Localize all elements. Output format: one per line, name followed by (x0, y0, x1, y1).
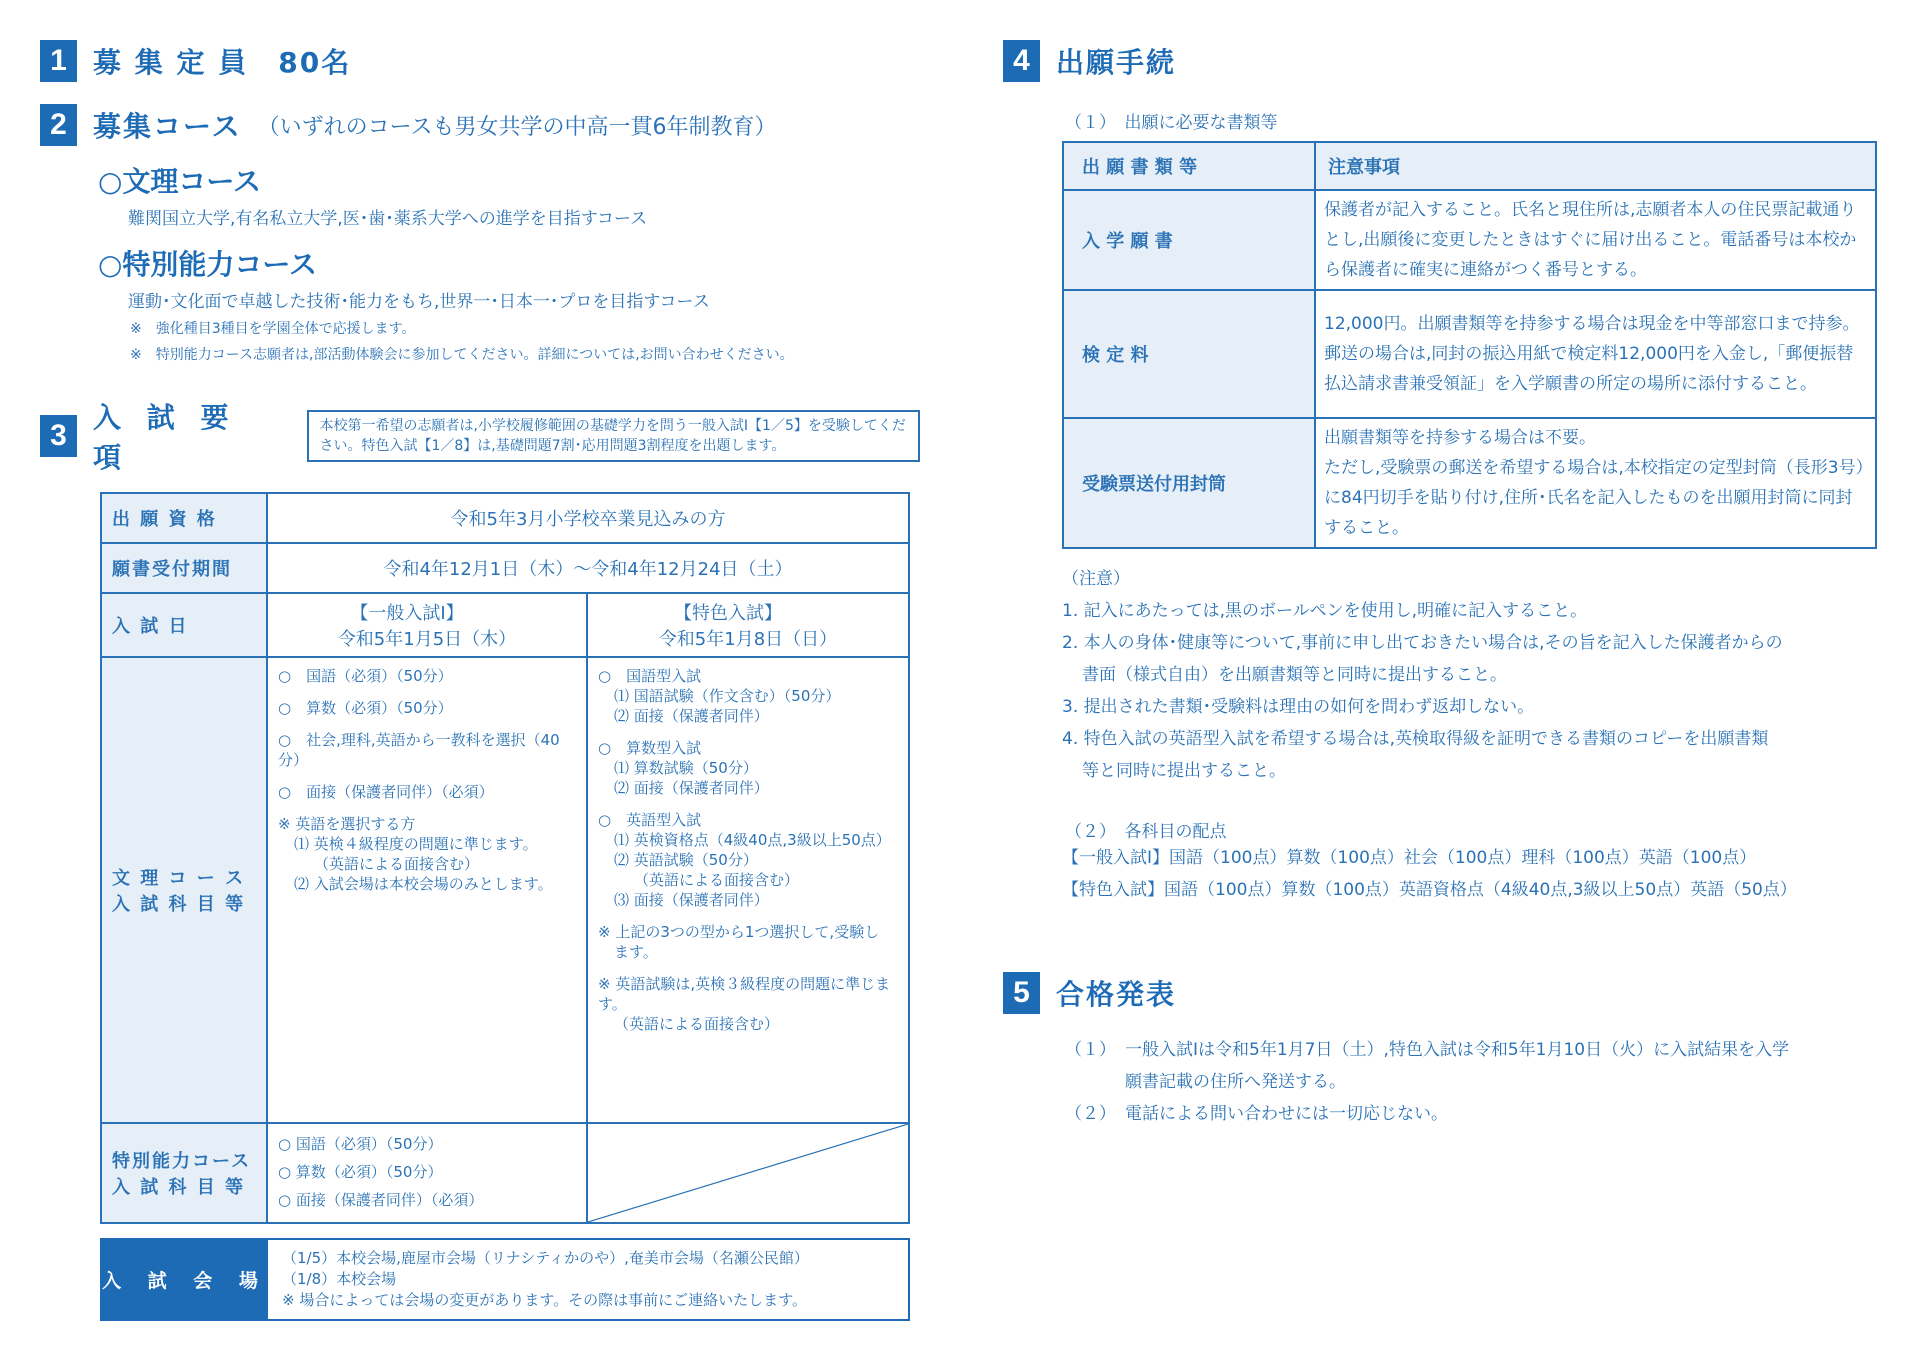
list-item: ○ 面接（保護者同伴）（必須） (278, 783, 494, 801)
note-item-cont: 書面（様式自由）を出願書類等と同時に提出すること。 (1082, 665, 1507, 685)
doc-name: 入 学 願 書 (1063, 190, 1315, 290)
list-item: ○ 算数（必須）（50分） (278, 699, 453, 717)
list-item: ※ 英語を選択する方 (278, 815, 416, 833)
course-name: ○文理コース (98, 165, 262, 198)
subheading: （１） 出願に必要な書類等 (1065, 113, 1278, 133)
doc-name: 受験票送付用封筒 (1063, 418, 1315, 548)
section-number: 5 (1003, 972, 1040, 1014)
section-title: 募集コース (93, 110, 242, 143)
list-item: ○ 面接（保護者同伴）（必須） (278, 1191, 484, 1209)
venue-line: （1/8）本校会場 (282, 1270, 397, 1288)
right-column (1003, 40, 1883, 1130)
special-date-cell (587, 593, 909, 657)
notice-box: 本校第一希望の志願者は,小学校履修範囲の基礎学力を問う一般入試Ⅰ【1／5】を受験してください。特色入試【1／8】は,基礎問題7割･応用問題3割程度を出題します。 (307, 410, 920, 462)
section-number: 4 (1003, 40, 1040, 82)
list-item: ○ 算数型入試 (598, 739, 702, 757)
list-item: ○ 英語型入試 (598, 811, 702, 829)
general-date: 令和5年1月5日（木） (337, 629, 517, 650)
section-3-header (40, 396, 920, 476)
list-item: ⑴ 算数試験（50分） (614, 759, 758, 777)
section-number: 2 (40, 104, 77, 146)
section-title: 出願手続 (1056, 46, 1177, 79)
result-item (1065, 1034, 1883, 1066)
result-item-label: （１） (1065, 1040, 1116, 1060)
section-number: 3 (40, 415, 77, 457)
result-item (1065, 1098, 1883, 1130)
tokubetsu-subjects (267, 1123, 587, 1223)
doc-note: 12,000円。出願書類等を持参する場合は現金を中等部窓口まで持参。郵送の場合は,同封の振込用紙で検定料12,000円を入金し,「郵便振替払込請求書兼受領証」を入学願書の所定の場所に添付すること。 (1315, 290, 1876, 418)
doc-name: 検 定 料 (1063, 290, 1315, 418)
notes-block (1062, 563, 1883, 787)
list-item: ○ 国語（必須）（50分） (278, 1135, 443, 1153)
list-item: ○ 国語（必須）（50分） (278, 667, 453, 685)
list-item: ※ 英語試験は,英検３級程度の問題に準じます。 (598, 975, 891, 1013)
list-item: （英語による面接含む） (634, 871, 800, 889)
note-item: 1. 記入にあたっては,黒のボールペンを使用し,明確に記入すること。 (1062, 601, 1588, 621)
list-item: ○ 算数（必須）（50分） (278, 1163, 443, 1181)
course-desc: 運動･文化面で卓越した技術･能力をもち,世界一･日本一･プロを目指すコース (128, 292, 710, 312)
list-item: ⑶ 面接（保護者同伴） (614, 891, 769, 909)
result-item-text: 願書記載の住所へ発送する。 (1125, 1072, 1346, 1092)
list-item: ※ 上記の3つの型から1つ選択して,受験し (598, 923, 880, 941)
section-title: 募 集 定 員 80名 (93, 46, 352, 79)
score-general: 【一般入試Ⅰ】国語（100点）算数（100点）社会（100点）理科（100点）英語（100点） (1062, 848, 1757, 868)
eligibility-label: 出 願 資 格 (101, 493, 267, 543)
empty-diagonal-cell (587, 1123, 909, 1223)
venue-line: ※ 場合によっては会場の変更があります。その際は事前にご連絡いたします。 (282, 1291, 807, 1309)
tokubetsu-label: 特別能力コース 入 試 科 目 等 (101, 1123, 267, 1223)
exam-table (100, 492, 910, 1224)
venue-line: （1/5）本校会場,鹿屋市会場（リナシティかのや）,奄美市会場（名瀬公民館） (282, 1249, 809, 1267)
subheading: （２） 各科目の配点 (1065, 822, 1227, 842)
note-item-cont: 等と同時に提出すること。 (1082, 761, 1286, 781)
doc-note: 出願書類等を持参する場合は不要。 ただし,受験票の郵送を希望する場合は,本校指定の定型封筒（長形3号）に84円切手を貼り付け,住所･氏名を記入したものを出願用封筒に同封すること。 (1315, 418, 1876, 548)
result-item-cont (1065, 1066, 1883, 1098)
course-desc: 難関国立大学,有名私立大学,医･歯･薬系大学への進学を目指すコース (128, 209, 648, 229)
course-name: ○特別能力コース (98, 248, 318, 281)
section-5-header (1003, 972, 1883, 1014)
list-item: ます。 (614, 943, 658, 961)
venue-box (100, 1238, 910, 1321)
venue-label: 入 試 会 場 (102, 1240, 268, 1319)
diagonal-line (588, 1124, 908, 1222)
special-date: 令和5年1月8日（日） (658, 629, 838, 650)
list-item: ○ 社会,理科,英語から一教科を選択（40分） (278, 731, 560, 769)
section-title: 合格発表 (1056, 978, 1177, 1011)
result-item-label: （２） (1065, 1104, 1116, 1124)
documents-table (1062, 141, 1877, 549)
venue-body (268, 1240, 823, 1319)
bunri-label: 文 理 コ ー ス 入 試 科 目 等 (101, 657, 267, 1123)
section-title: 入 試 要 項 (93, 401, 237, 474)
note-item: 3. 提出された書類･受験料は理由の如何を問わず返却しない。 (1062, 697, 1535, 717)
list-item: ⑴ 国語試験（作文含む）（50分） (614, 687, 841, 705)
list-item: （英語による面接含む） (314, 855, 480, 873)
list-item: ⑵ 入試会場は本校会場のみとします。 (294, 875, 553, 893)
list-item: ⑵ 面接（保護者同伴） (614, 779, 769, 797)
general-subjects (267, 657, 587, 1123)
special-subjects (587, 657, 909, 1123)
section-note: （いずれのコースも男女共学の中高一貫6年制教育） (257, 114, 777, 140)
note-item: 2. 本人の身体･健康等について,事前に申し出ておきたい場合は,その旨を記入した保護者からの (1062, 633, 1783, 653)
score-special: 【特色入試】国語（100点）算数（100点）英語資格点（4級40点,3級以上50点）英語（50点） (1062, 880, 1797, 900)
special-title: 【特色入試】 (674, 603, 782, 624)
list-item: ⑴ 英検資格点（4級40点,3級以上50点） (614, 831, 891, 849)
list-item: ⑵ 面接（保護者同伴） (614, 707, 769, 725)
section-1-header (40, 40, 920, 82)
result-item-text: 電話による問い合わせには一切応じない。 (1125, 1104, 1448, 1124)
list-item: ⑵ 英語試験（50分） (614, 851, 758, 869)
section-number: 1 (40, 40, 77, 82)
course-bunri (40, 160, 920, 229)
list-item: （英語による面接含む） (614, 1015, 780, 1033)
period-value: 令和4年12月1日（木）～令和4年12月24日（土） (267, 543, 909, 593)
period-label: 願書受付期間 (101, 543, 267, 593)
eligibility-value: 令和5年3月小学校卒業見込みの方 (267, 493, 909, 543)
general-title: 【一般入試Ⅰ】 (350, 603, 464, 624)
doc-note: 保護者が記入すること。氏名と現住所は,志願者本人の住民票記載通りとし,出願後に変更したときはすぐに届け出ること。電話番号は本校から保護者に確実に連絡がつく番号とする。 (1315, 190, 1876, 290)
section-2-header (40, 104, 920, 146)
course-note: ※ 特別能力コース志願者は,部活動体験会に参加してください。詳細については,お問い合わせください。 (130, 347, 794, 363)
course-tokubetsu (40, 243, 920, 364)
left-column (40, 40, 920, 1321)
list-item: ⑴ 英検４級程度の問題に準じます。 (294, 835, 538, 853)
column-header: 出 願 書 類 等 (1063, 142, 1315, 190)
section-4-header (1003, 40, 1883, 82)
course-note: ※ 強化種目3種目を学園全体で応援します。 (130, 321, 416, 337)
list-item: ○ 国語型入試 (598, 667, 702, 685)
result-list (1003, 1034, 1883, 1130)
date-label: 入 試 日 (101, 593, 267, 657)
notes-title: （注意） (1062, 569, 1130, 589)
result-item-text: 一般入試Ⅰは令和5年1月7日（土）,特色入試は令和5年1月10日（火）に入試結果を入学 (1125, 1040, 1790, 1060)
column-header: 注意事項 (1315, 142, 1876, 190)
general-date-cell (267, 593, 587, 657)
note-item: 4. 特色入試の英語型入試を希望する場合は,英検取得級を証明できる書類のコピーを出願書類 (1062, 729, 1769, 749)
